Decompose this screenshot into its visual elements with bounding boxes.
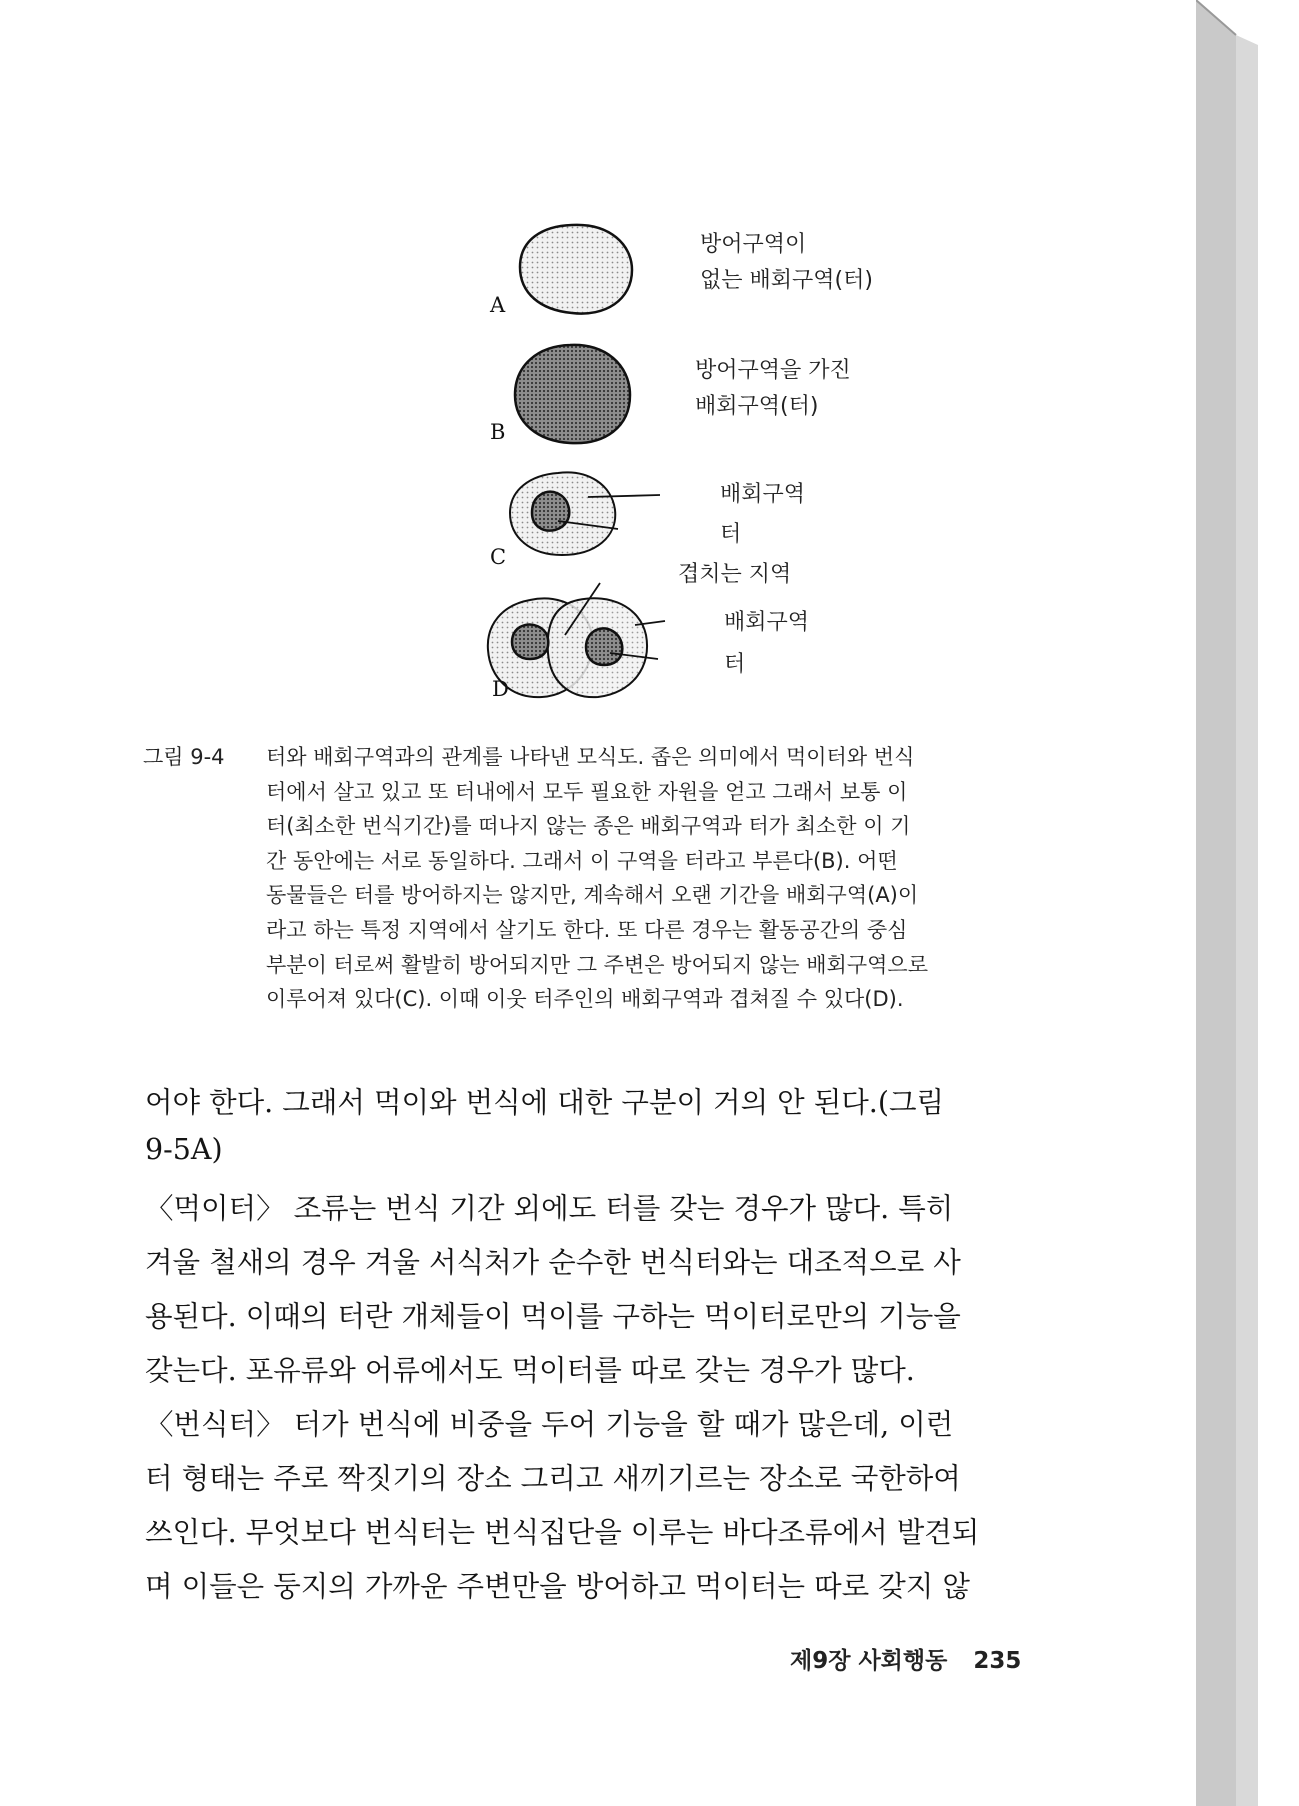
body-line: 겨울 철새의 경우 겨울 서식처가 순수한 번식터와는 대조적으로 사 [145,1246,961,1279]
caption-line: 터에서 살고 있고 또 터내에서 모두 필요한 자원을 얻고 그래서 보통 이 [266,779,908,804]
body-line: 〈번식터〉 터가 번식에 비중을 두어 기능을 할 때가 많은데, 이런 [145,1408,954,1441]
book-edge [1196,0,1266,1806]
caption-line: 라고 하는 특정 지역에서 살기도 한다. 또 다른 경우는 활동공간의 중심 [266,918,908,942]
label-c-territory: 터 [720,522,742,547]
body-line: 터 형태는 주로 짝짓기의 장소 그리고 새끼기르는 장소로 국한하여 [145,1462,961,1495]
circle-d-right-territory [586,628,622,665]
body-line: 쓰인다. 무엇보다 번식터는 번식집단을 이루는 바다조류에서 발견되 [145,1516,980,1549]
caption-line: 동물들은 터를 방어하지는 않지만, 계속해서 오랜 기간을 배회구역(A)이 [266,883,919,908]
caption-number: 그림 9-4 [143,745,225,769]
body-line: 갖는다. 포유류와 어류에서도 먹이터를 따로 갖는 경우가 많다. [145,1354,915,1387]
page-number: 235 [973,1648,1022,1674]
body-line: 어야 한다. 그래서 먹이와 번식에 대한 구분이 거의 안 된다.(그림 [145,1086,945,1119]
label-b: 방어구역을 가진 배회구역(터) [695,358,851,419]
label-d-home-range: 배회구역 [724,610,810,635]
circle-b-territory [515,345,630,443]
chapter-title: 제9장 사회행동 [790,1648,948,1674]
circle-d-left-territory [512,625,548,659]
figure-letter-a: A [490,293,506,317]
page-footer [790,1642,1021,1675]
caption-line: 터(최소한 번식기간)를 떠나지 않는 종은 배회구역과 터가 최소한 이 기 [266,814,911,839]
caption-line: 부분이 터로써 활발히 방어되지만 그 주변은 방어되지 않는 배회구역으로 [266,952,928,977]
label-a: 방어구역이 없는 배회구역(터) [700,232,873,293]
caption-line: 터와 배회구역과의 관계를 나타낸 모식도. 좁은 의미에서 먹이터와 번식 [266,745,915,769]
figure-letter-c: C [490,545,507,569]
circle-a-home-range [520,225,632,314]
body-line: 〈먹이터〉 조류는 번식 기간 외에도 터를 갖는 경우가 많다. 특히 [145,1192,954,1225]
circle-c-territory [532,492,569,531]
figure-letter-b: B [490,420,506,444]
figure-letter-d: D [492,677,509,701]
label-d-overlap: 겹치는 지역 [678,562,792,587]
territory-diagram [470,205,990,715]
label-c-home-range: 배회구역 [720,482,806,507]
label-d-territory: 터 [724,652,746,677]
caption-line: 이루어져 있다(C). 이때 이웃 터주인의 배회구역과 겹쳐질 수 있다(D). [266,987,904,1012]
caption-line: 간 동안에는 서로 동일하다. 그래서 이 구역을 터라고 부른다(B). 어떤 [266,848,898,873]
body-line: 며 이들은 둥지의 가까운 주변만을 방어하고 먹이터는 따로 갖지 않 [145,1570,970,1603]
body-line: 용된다. 이때의 터란 개체들이 먹이를 구하는 먹이터로만의 기능을 [145,1300,961,1333]
body-line: 9-5A) [145,1133,223,1166]
